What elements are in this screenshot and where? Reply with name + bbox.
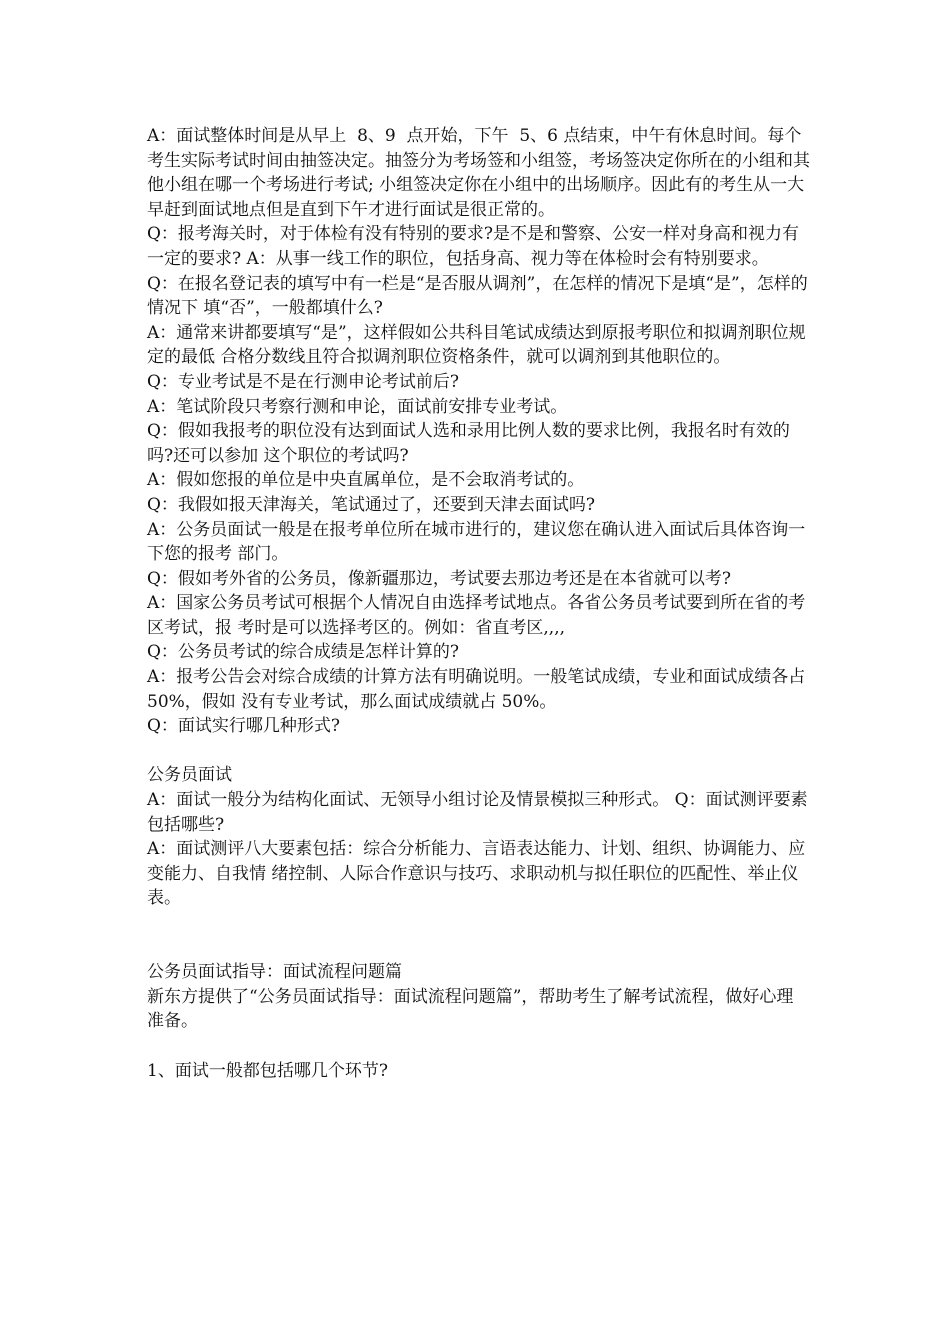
guide-section bbox=[147, 960, 810, 1034]
paragraph: Q：假如我报考的职位没有达到面试人选和录用比例人数的要求比例，我报名时有效的吗?还可以参加 这个职位的考试吗? bbox=[147, 421, 790, 466]
spacer bbox=[147, 911, 810, 960]
paragraph: Q：面试实行哪几种形式? bbox=[147, 716, 341, 737]
paragraph: A：国家公务员考试可根据个人情况自由选择考试地点。各省公务员考试要到所在省的考区考试，报 考时是可以选择考区的。例如：省直考区,,,, bbox=[147, 593, 806, 638]
question-heading: 1、面试一般都包括哪几个环节? bbox=[147, 1060, 388, 1081]
paragraph: A：笔试阶段只考察行测和申论，面试前安排专业考试。 bbox=[147, 396, 568, 417]
spacer bbox=[147, 739, 810, 764]
interview-section bbox=[147, 763, 810, 911]
paragraph: A：公务员面试一般是在报考单位所在城市进行的，建议您在确认进入面试后具体咨询一下您的报考 部门。 bbox=[147, 519, 806, 565]
paragraph: A：面试测评八大要素包括：综合分析能力、言语表达能力、计划、组织、协调能力、应变能力、自我情 绪控制、人际合作意识与技巧、求职动机与拟任职位的匹配性、举止仪表。 bbox=[147, 839, 806, 909]
paragraph: A：通常来讲都要填写“是”，这样假如公共科目笔试成绩达到原报考职位和拟调剂职位规定的最低 合格分数线且符合拟调剂职位资格条件，就可以调剂到其他职位的。 bbox=[147, 322, 806, 368]
section-heading: 公务员面试指导：面试流程问题篇 bbox=[147, 962, 402, 983]
paragraph: Q：假如考外省的公务员，像新疆那边，考试要去那边考还是在本省就可以考? bbox=[147, 568, 732, 589]
paragraph: Q：公务员考试的综合成绩是怎样计算的? bbox=[147, 642, 460, 663]
paragraph: A：面试整体时间是从早上 8、9 点开始，下午 5、6 点结束，中午有休息时间。每个考生实际考试时间由抽签决定。抽签分为考场签和小组签，考场签决定你所在的小组和其他小组在哪一个考场进行考试; 小组签决定你在小组中的出场顺序。因此有的考生从一大早赶到面试地点但是直到下午才进行面试是很正常的。 bbox=[147, 126, 810, 220]
question-section bbox=[147, 1059, 810, 1084]
paragraph: Q：在报名登记表的填写中有一栏是“是否服从调剂”，在怎样的情况下是填“是”，怎样的情况下 填“否”，一般都填什么? bbox=[147, 273, 808, 319]
paragraph: A：报考公告会对综合成绩的计算方法有明确说明。一般笔试成绩，专业和面试成绩各占 50%，假如 没有专业考试，那么面试成绩就占 50%。 bbox=[147, 667, 811, 712]
faq-section bbox=[147, 124, 810, 739]
paragraph: Q：报考海关时，对于体检有没有特别的要求?是不是和警察、公安一样对身高和视力有一定的要求? A：从事一线工作的职位，包括身高、视力等在体检时会有特别要求。 bbox=[147, 224, 800, 269]
paragraph: A：假如您报的单位是中央直属单位，是不会取消考试的。 bbox=[147, 470, 585, 491]
section-heading: 公务员面试 bbox=[147, 765, 232, 786]
paragraph: 新东方提供了“公务员面试指导：面试流程问题篇”，帮助考生了解考试流程，做好心理准备。 bbox=[147, 986, 794, 1032]
spacer bbox=[147, 1034, 810, 1059]
paragraph: Q：专业考试是不是在行测申论考试前后? bbox=[147, 371, 460, 392]
paragraph: A：面试一般分为结构化面试、无领导小组讨论及情景模拟三种形式。 Q：面试测评要素包括哪些? bbox=[147, 790, 808, 835]
paragraph: Q：我假如报天津海关，笔试通过了，还要到天津去面试吗? bbox=[147, 494, 596, 515]
